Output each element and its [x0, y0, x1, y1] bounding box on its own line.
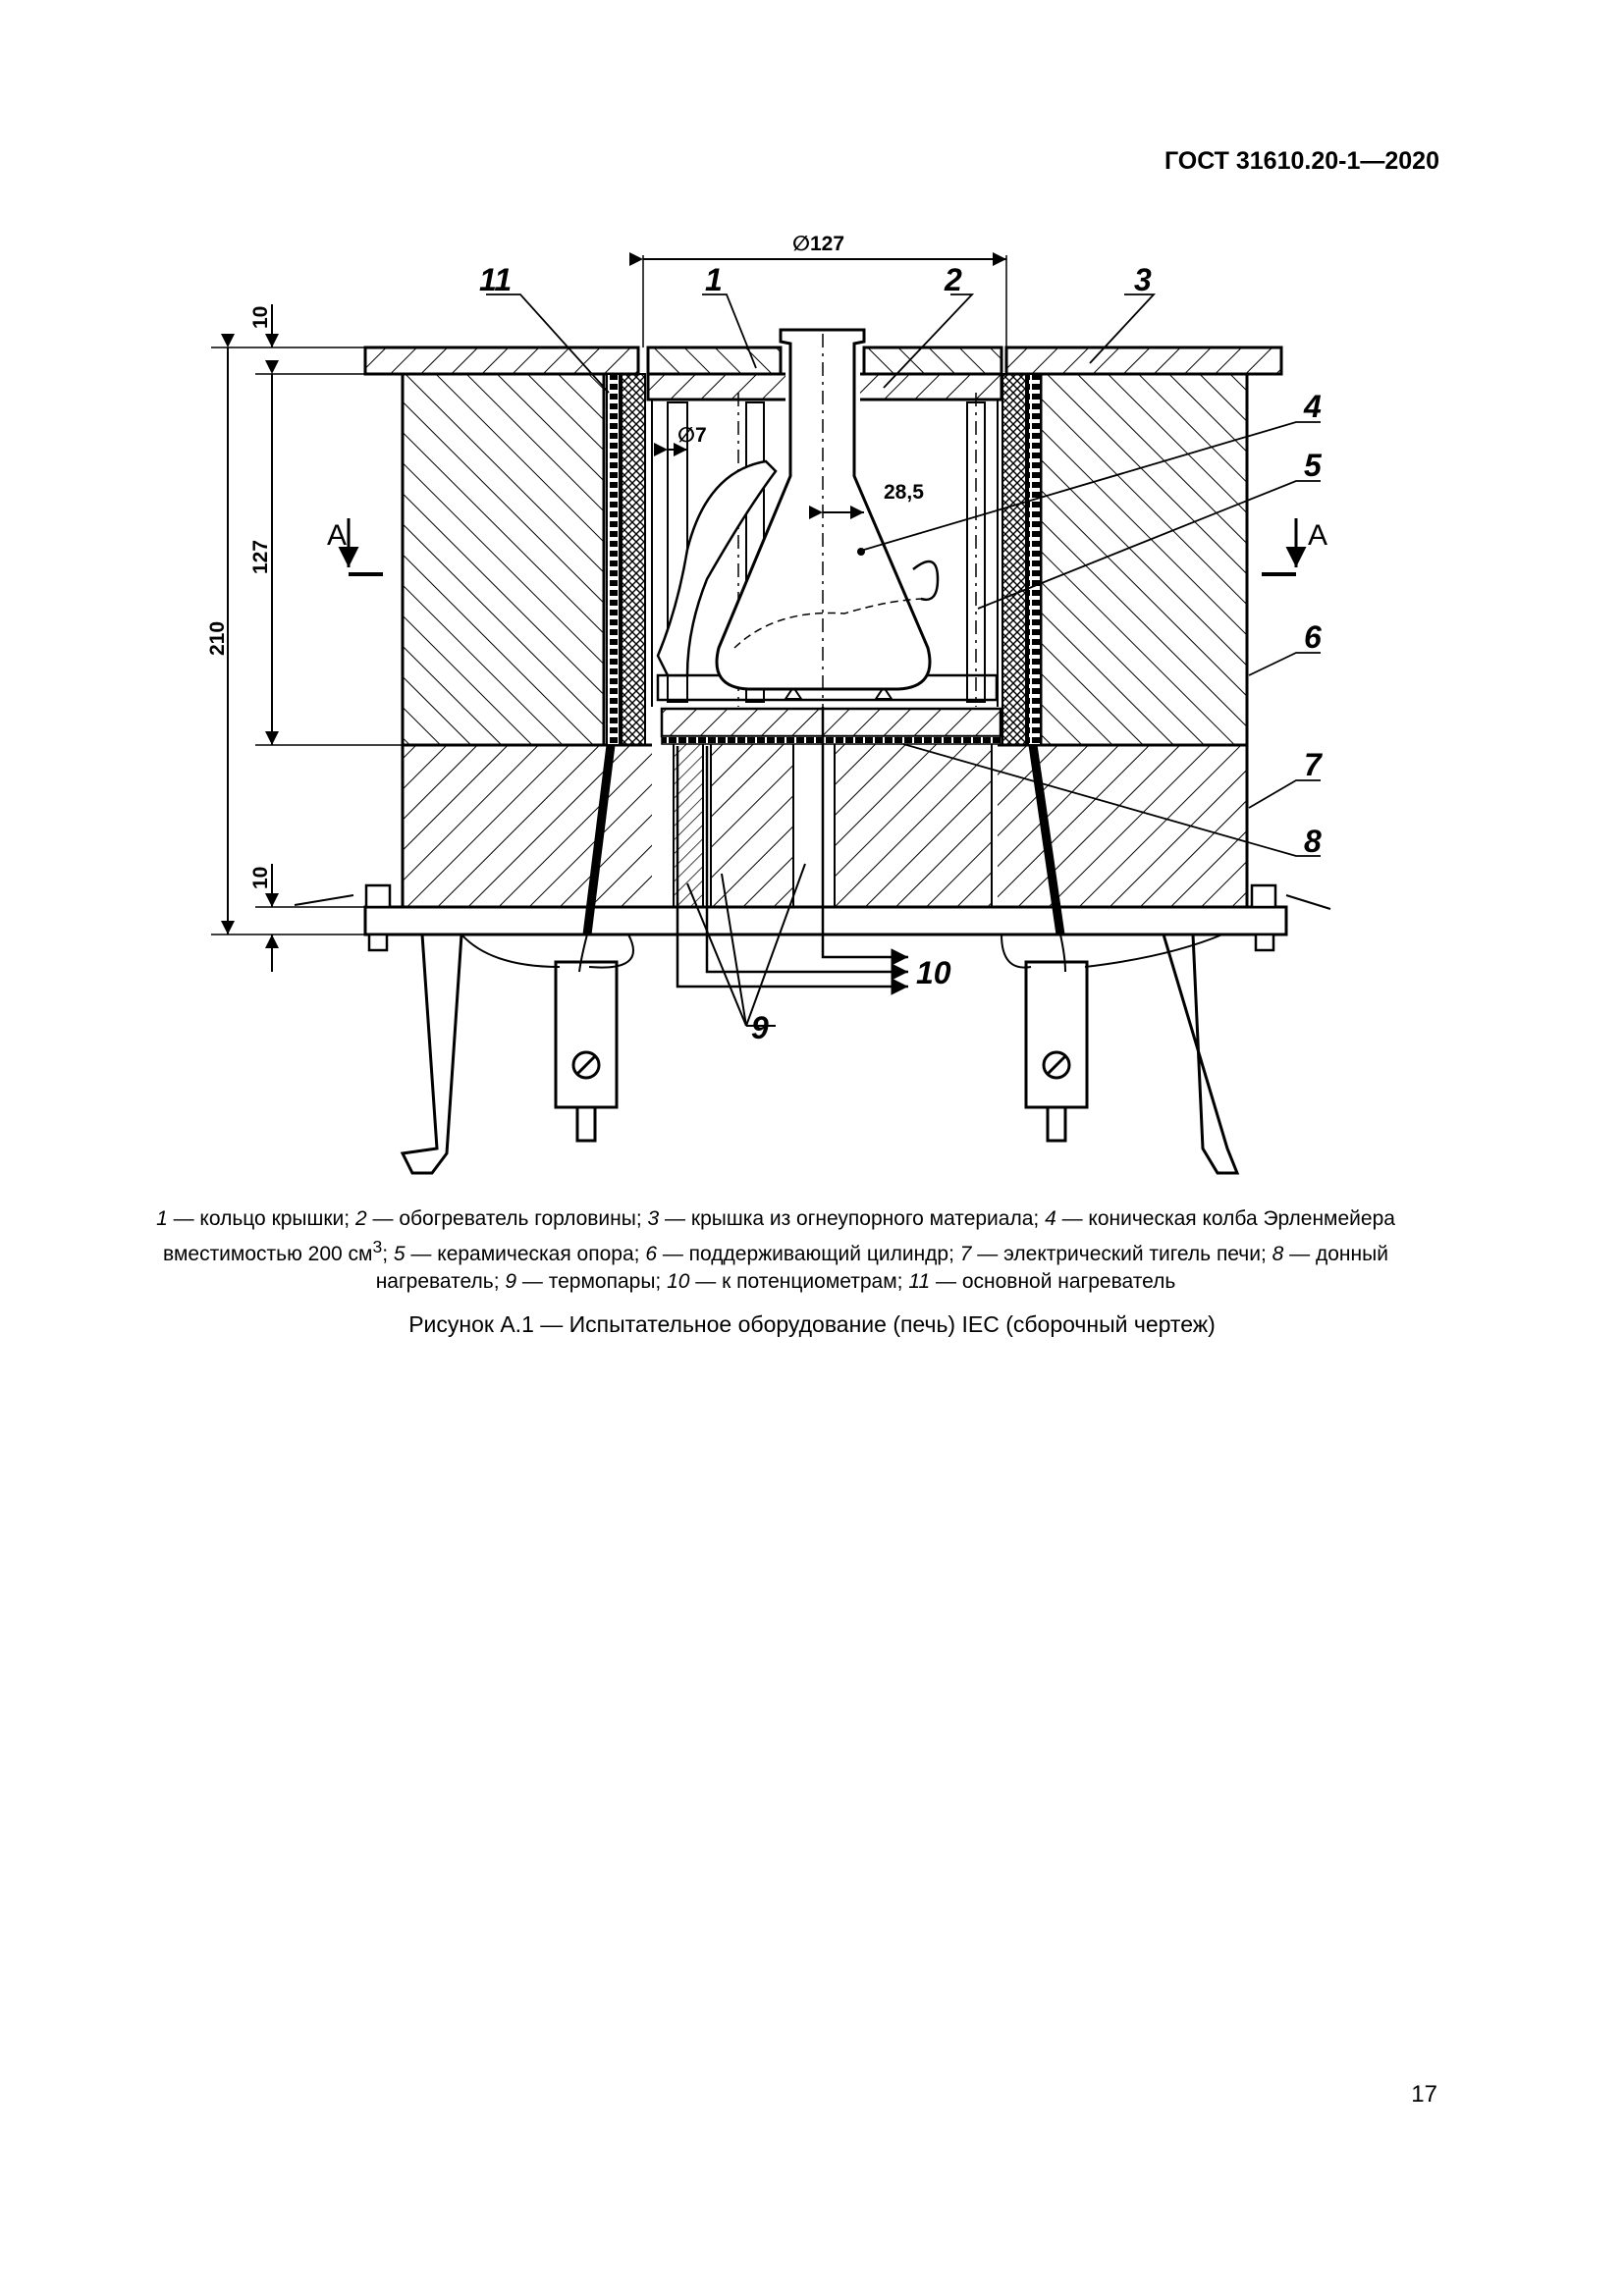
legend-text-10: к потенциометрам — [722, 1270, 897, 1293]
page-number: 17 — [1411, 2081, 1437, 2108]
callout-1: 1 — [705, 262, 723, 297]
legend-text-1: кольцо крышки — [199, 1207, 345, 1230]
legend-num-1: 1 — [156, 1207, 168, 1230]
dim-total-height: 210 — [206, 620, 229, 656]
legend-num-3: 3 — [647, 1207, 660, 1230]
dim-outer-diameter: ∅127 — [792, 233, 845, 255]
legend-text-11: основной нагреватель — [961, 1270, 1176, 1293]
callout-8: 8 — [1304, 824, 1322, 859]
dim-inner-radius: 28,5 — [884, 481, 924, 504]
legend-text-2: обогреватель горловины — [399, 1207, 636, 1230]
dim-base-thickness: 10 — [249, 866, 272, 889]
callout-11: 11 — [479, 262, 513, 297]
legend-num-5: 5 — [393, 1243, 406, 1265]
callout-9: 9 — [751, 1010, 769, 1045]
legend-num-9: 9 — [505, 1270, 517, 1293]
dim-crucible-height: 127 — [249, 539, 272, 574]
callout-2: 2 — [945, 262, 962, 297]
legend-num-11: 11 — [908, 1270, 931, 1293]
callout-7: 7 — [1304, 747, 1322, 782]
legend-num-7: 7 — [959, 1243, 972, 1265]
legend-num-6: 6 — [645, 1243, 657, 1265]
legend-num-8: 8 — [1272, 1243, 1284, 1265]
dim-lid-thickness: 10 — [249, 305, 272, 329]
legend-num-2: 2 — [354, 1207, 367, 1230]
legend-text-6: поддерживающий цилиндр — [688, 1243, 949, 1265]
terminal-blocks — [556, 962, 1087, 1141]
base-and-legs — [295, 885, 1330, 1173]
legend-text-9: термопары — [548, 1270, 656, 1293]
figure-caption: Рисунок А.1 — Испытательное оборудование (печь) IEC (сборочный чертеж) — [408, 1311, 1216, 1337]
callout-6: 6 — [1304, 619, 1322, 655]
callout-3: 3 — [1134, 262, 1152, 297]
electric-crucible — [403, 742, 1247, 909]
dim-hole-diameter: ∅7 — [677, 424, 707, 447]
legend-text-8: донный нагреватель — [375, 1243, 1388, 1293]
callout-10: 10 — [916, 955, 951, 990]
legend-text-4: коническая колба Эрленмейера вместимостью 200 см — [163, 1207, 1395, 1265]
figure-legend: 1 — кольцо крышки; 2 — обогреватель горловины; 3 — крышка из огнеупорного материала; 4 — коническая колба Эрленмейера вместимостью 200 $см^3$; 5 — керамическая опора; 6 — поддерживающий цилиндр; 7 — электрический тигель печи; 8 — донный нагреватель; 9 — термопары; 10 — к потенциометрам; 11 — основной нагреватель — [156, 1207, 1395, 1293]
callout-4: 4 — [1304, 389, 1322, 424]
legend-num-10: 10 — [667, 1270, 690, 1293]
document-header: ГОСТ 31610.20-1—2020 — [1164, 147, 1439, 175]
callout-5: 5 — [1304, 448, 1322, 483]
legend-text-7: электрический тигель печи — [1003, 1243, 1261, 1265]
legend-superscript: 3 — [372, 1237, 383, 1256]
legend-text-5: керамическая опора — [437, 1243, 634, 1265]
legend-text-3: крышка из огнеупорного материала — [690, 1207, 1034, 1230]
legend-num-4: 4 — [1045, 1207, 1056, 1230]
section-mark-left: A — [327, 519, 348, 552]
section-mark-right: A — [1308, 519, 1328, 552]
